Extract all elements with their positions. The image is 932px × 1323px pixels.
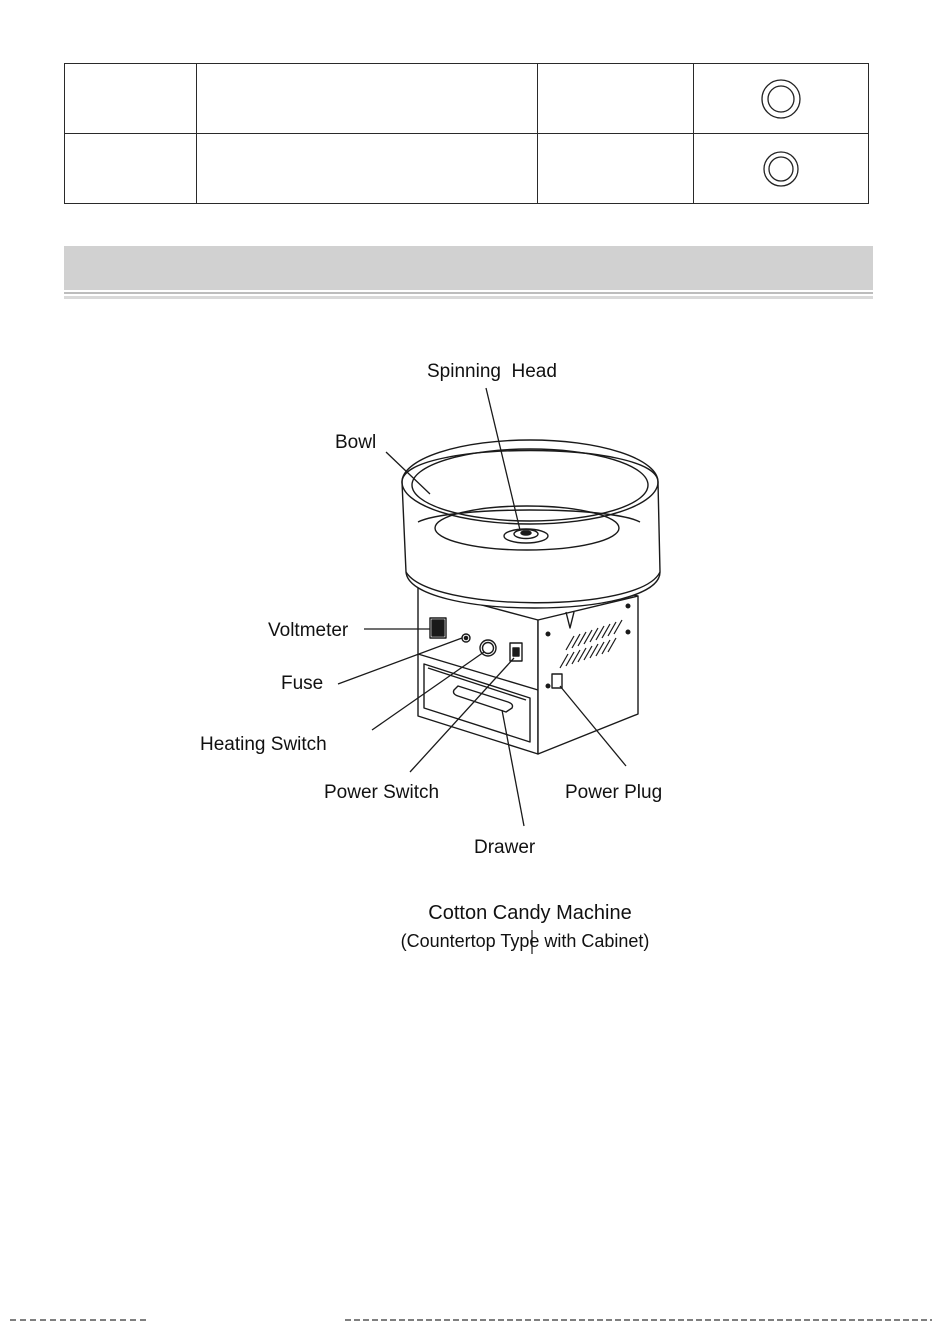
label-voltmeter: Voltmeter [268, 620, 349, 641]
footer-cutoff [0, 1317, 932, 1323]
figure-caption-title: Cotton Candy Machine [428, 902, 632, 924]
label-bowl: Bowl [335, 432, 377, 453]
label-spinning-head: Spinning Head [427, 361, 557, 382]
figure-caption-subtitle: (Countertop Type with Cabinet) [400, 931, 650, 951]
bowl [402, 440, 660, 608]
label-fuse: Fuse [281, 673, 324, 694]
label-power-switch: Power Switch [324, 782, 440, 803]
label-power-plug: Power Plug [565, 782, 663, 803]
label-heating-switch: Heating Switch [200, 734, 327, 755]
label-drawer: Drawer [474, 837, 536, 858]
